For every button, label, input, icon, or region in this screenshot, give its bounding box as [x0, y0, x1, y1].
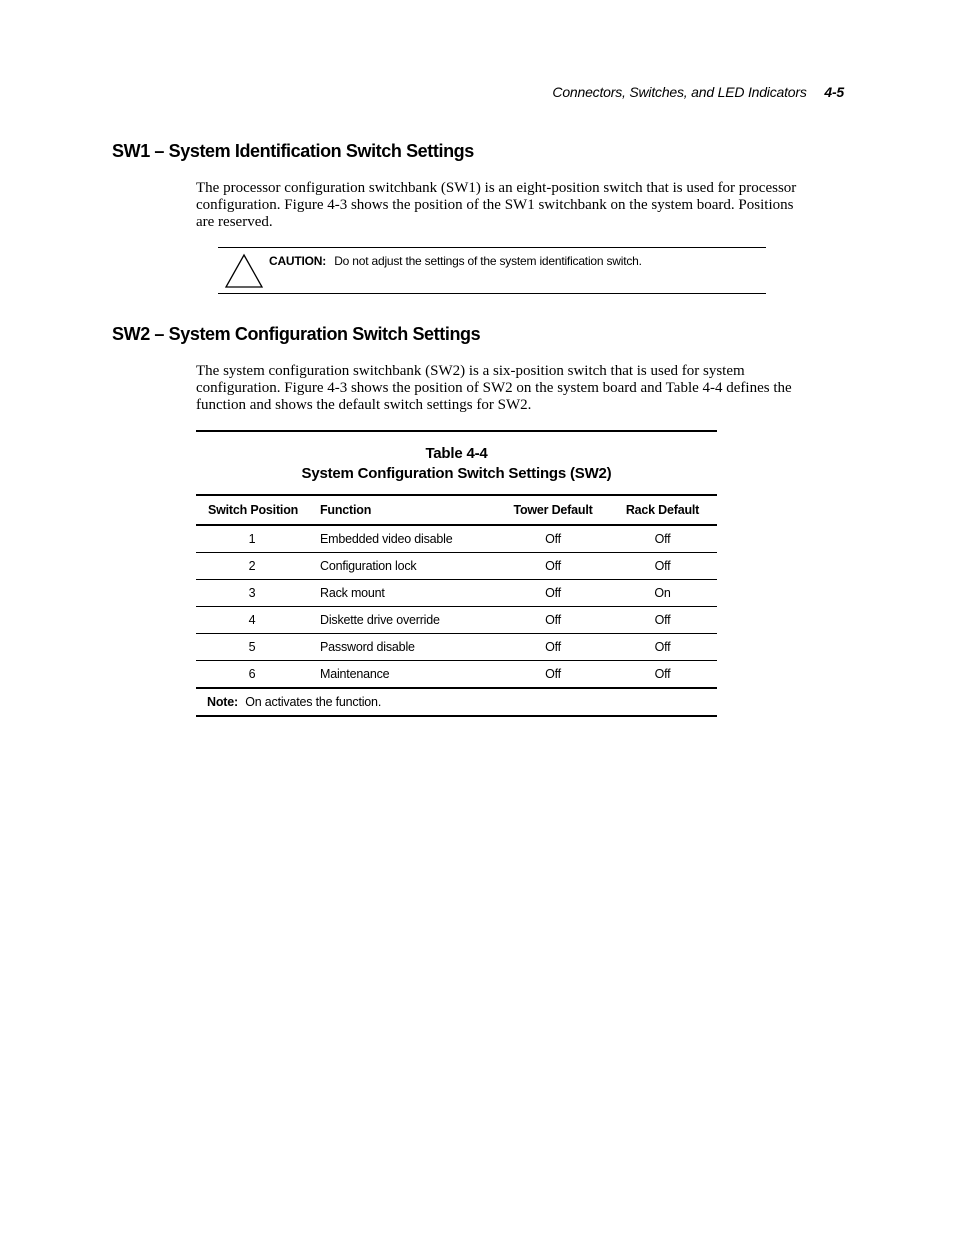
- table-row: [196, 634, 717, 661]
- caution-text-line: [269, 254, 642, 268]
- caution-text: Do not adjust the settings of the system identification switch.: [334, 254, 642, 268]
- table-row: [196, 580, 717, 607]
- cell-tower-default: Off: [498, 553, 608, 580]
- cell-rack-default: Off: [608, 607, 717, 634]
- cell-position: 6: [196, 661, 308, 689]
- column-header: Switch Position: [208, 503, 299, 517]
- cell-tower-default: Off: [498, 580, 608, 607]
- cell-function: Password disable: [308, 634, 498, 661]
- running-title: Connectors, Switches, and LED Indicators: [552, 84, 807, 100]
- table-row: [196, 661, 717, 689]
- cell-function: Configuration lock: [308, 553, 498, 580]
- cell-position: 3: [196, 580, 308, 607]
- cell-position: 2: [196, 553, 308, 580]
- cell-tower-default: Off: [498, 607, 608, 634]
- section-heading-sw1: SW1 – System Identification Switch Settings: [112, 141, 474, 161]
- cell-tower-default: Off: [498, 634, 608, 661]
- cell-function: Embedded video disable: [308, 525, 498, 553]
- table-number: Table 4-4: [425, 445, 488, 462]
- caution-box: [218, 247, 766, 294]
- section-heading-sw2: SW2 – System Configuration Switch Settings: [112, 324, 481, 344]
- column-header: Rack Default: [625, 503, 700, 517]
- caution-label: CAUTION:: [269, 254, 327, 268]
- cell-position: 5: [196, 634, 308, 661]
- sw1-paragraph: The processor configuration switchbank (SW1) is an eight-position switch that is used for processor configuration. Figure 4-3 shows the position of the SW1 switchbank on the system board. Positions are reserved.: [196, 180, 797, 230]
- cell-rack-default: Off: [608, 525, 717, 553]
- settings-table: [196, 494, 717, 717]
- table-header-row: [196, 495, 717, 525]
- table-caption: [196, 432, 717, 494]
- caution-triangle-icon: [224, 253, 264, 289]
- sw2-paragraph: The system configuration switchbank (SW2) is a six-position switch that is used for system configuration. Figure 4-3 shows the position of SW2 on the system board and Table 4-4 defines the function and shows the default switch settings for SW2.: [196, 363, 792, 413]
- cell-rack-default: Off: [608, 634, 717, 661]
- table-row: [196, 553, 717, 580]
- table-row: [196, 607, 717, 634]
- cell-function: Maintenance: [308, 661, 498, 689]
- cell-tower-default: Off: [498, 661, 608, 689]
- cell-position: 1: [196, 525, 308, 553]
- table-title: System Configuration Switch Settings (SW2): [301, 465, 612, 482]
- note-label: Note:: [207, 695, 238, 709]
- cell-rack-default: Off: [608, 553, 717, 580]
- note-text: On activates the function.: [245, 695, 382, 709]
- running-header: [552, 84, 844, 100]
- cell-function: Rack mount: [308, 580, 498, 607]
- column-header: Function: [320, 503, 372, 517]
- column-header: Tower Default: [513, 503, 593, 517]
- cell-rack-default: Off: [608, 661, 717, 689]
- cell-position: 4: [196, 607, 308, 634]
- cell-function: Diskette drive override: [308, 607, 498, 634]
- cell-tower-default: Off: [498, 525, 608, 553]
- cell-rack-default: On: [608, 580, 717, 607]
- table-row: [196, 525, 717, 553]
- page-number: 4-5: [824, 84, 844, 100]
- table-note: [196, 688, 717, 716]
- switch-settings-table: [196, 430, 717, 717]
- table-note-row: [196, 688, 717, 716]
